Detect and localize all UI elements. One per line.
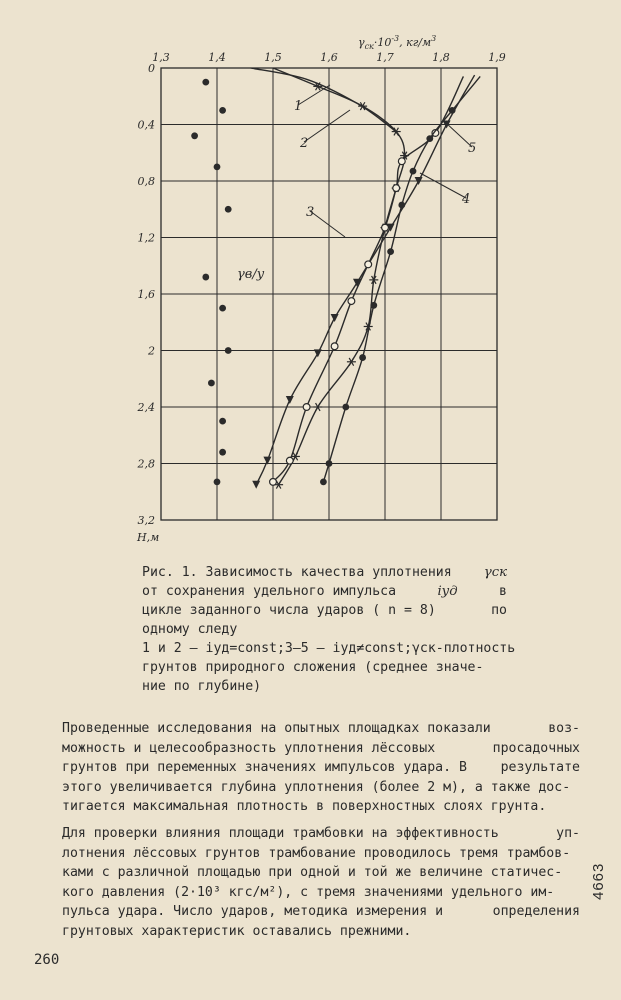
data-point-open-circle [303, 404, 310, 411]
curve-label: 1 [294, 99, 303, 114]
data-point-filled-circle [326, 460, 333, 467]
y-tick-label: 3,2 [137, 514, 155, 527]
text-line [62, 844, 580, 864]
data-point-open-circle [382, 224, 389, 231]
data-point-filled-circle [320, 478, 327, 485]
data-point-triangle [252, 481, 260, 489]
data-point-open-circle [365, 261, 372, 268]
data-point-open-circle [393, 185, 400, 192]
data-point-filled-circle [410, 168, 417, 175]
caption-line-3: цикле заданного числа ударов ( n = 8) [142, 603, 436, 618]
text-segment: Проведенные исследования на опытных площадках показали [62, 721, 491, 736]
data-point-filled-circle [202, 79, 209, 86]
text-segment: лотнения лёссовых грунтов трамбование проводилось тремя трамбов- [62, 845, 571, 861]
text-line [62, 883, 580, 903]
x-tick-label: 1,7 [376, 51, 394, 64]
text-line [62, 739, 580, 759]
text-segment: ками с различной площадью при одной и той же величине статичес- [62, 865, 563, 880]
data-point-filled-circle [398, 202, 405, 209]
text-segment: грунтовых характеристик оставались прежними. [62, 923, 412, 939]
curve-leader-line [304, 110, 350, 142]
data-point-filled-circle [208, 380, 215, 387]
inventory-stamp: 4663 [590, 862, 607, 900]
curve-label: 2 [300, 136, 309, 151]
x-axis-title-part: 3 [431, 34, 437, 43]
data-point-triangle [331, 314, 339, 322]
text-segment: определения [492, 904, 580, 919]
data-point-filled-circle [219, 418, 226, 425]
text-segment: кого давления (2·10³ кгс/м²), с тремя значениями удельного им- [62, 884, 555, 900]
data-point-filled-circle [225, 206, 232, 213]
text-segment: пульса удара. Число ударов, методика измерения и [62, 904, 444, 919]
caption-line-4: одному следу [142, 622, 238, 637]
x-tick-label: 1,9 [488, 51, 506, 64]
page-number: 260 [34, 952, 60, 968]
x-axis-title-part: ·10 [373, 36, 392, 49]
figure-caption [142, 563, 516, 696]
data-point-filled-circle [191, 132, 198, 139]
text-line [62, 719, 580, 739]
data-point-open-circle [331, 343, 338, 350]
y-tick-label: 0,4 [137, 118, 155, 132]
text-segment: грунтов при переменных значениях импульсов удара. В [62, 760, 467, 775]
text-segment: Для проверки влияния площади трамбовки на эффективность [62, 826, 499, 841]
text-segment: уп- [556, 826, 580, 841]
text-line [62, 797, 580, 817]
data-point-star [313, 403, 322, 411]
y-tick-label: 1,2 [137, 231, 155, 245]
paragraph-1 [62, 719, 580, 817]
curve-label: γв/у [237, 267, 265, 282]
x-axis-title-part: -3 [391, 34, 400, 43]
data-point-filled-circle [219, 305, 226, 312]
data-point-filled-circle [359, 354, 366, 361]
x-axis-title-part: ск [364, 42, 374, 51]
text-line [62, 758, 580, 778]
text-segment: можность и целесообразность уплотнения лёссовых [62, 740, 436, 756]
caption-word-po: по [491, 603, 507, 618]
x-axis-title-part: , кг/м [399, 36, 432, 49]
text-line [62, 824, 580, 844]
x-tick-label: 1,3 [152, 51, 170, 64]
text-segment: этого увеличивается глубина уплотнения (более 2 м), а также дос- [62, 779, 571, 795]
y-tick-label: 2,4 [137, 401, 155, 414]
curve-leader-line [420, 173, 466, 198]
caption-symbol-gamma: γск [483, 565, 507, 580]
caption-line-2: от сохранения удельного импульса [142, 584, 397, 599]
x-axis-title-part: γ [358, 36, 365, 49]
data-point-filled-circle [370, 302, 377, 309]
y-axis-title: H,м [137, 531, 160, 544]
caption-line-5: 1 и 2 – iуд=const;3–5 – iуд≠const;γск-плотность [142, 641, 516, 656]
data-point-filled-circle [219, 449, 226, 456]
data-point-triangle [286, 396, 294, 404]
paragraph-2 [62, 824, 580, 941]
x-tick-label: 1,5 [264, 51, 282, 64]
data-point-open-circle [348, 298, 355, 305]
data-point-open-circle [270, 478, 277, 485]
data-point-filled-circle [214, 478, 221, 485]
data-point-open-circle [286, 457, 293, 464]
data-point-filled-circle [202, 274, 209, 281]
series-3 [270, 76, 464, 485]
data-point-filled-circle [449, 107, 456, 114]
text-line [62, 778, 580, 798]
chart-series [191, 68, 480, 489]
data-point-filled-circle [426, 135, 433, 142]
curve-label: 4 [462, 192, 471, 207]
text-segment: тигается максимальная плотность в поверхностных слоях грунта. [62, 799, 547, 814]
chart-grid [161, 68, 497, 520]
data-point-open-circle [398, 158, 405, 165]
curve-leader-line [298, 85, 330, 105]
curve-label: 5 [468, 141, 477, 156]
series-line [256, 75, 477, 485]
data-point-star [347, 358, 356, 366]
data-point-filled-circle [219, 107, 226, 114]
caption-line-6: грунтов природного сложения (среднее значе- [142, 660, 484, 675]
curve-leader-line [310, 211, 345, 237]
y-tick-label: 2,8 [137, 457, 155, 471]
x-tick-label: 1,8 [432, 51, 450, 64]
caption-line-7: ние по глубине) [142, 679, 262, 694]
caption-symbol-i: iуд [437, 584, 458, 599]
y-tick-label: 1,6 [137, 288, 155, 301]
data-point-triangle [314, 349, 322, 357]
caption-line-1: Рис. 1. Зависимость качества уплотнения [142, 565, 452, 580]
x-tick-label: 1,6 [320, 51, 338, 64]
data-point-filled-circle [342, 404, 349, 411]
y-tick-label: 0 [148, 62, 155, 75]
text-line [62, 922, 580, 942]
y-tick-label: 2 [148, 344, 155, 358]
text-segment: результате [500, 760, 580, 775]
data-point-filled-circle [387, 248, 394, 255]
curve-label: 3 [306, 205, 315, 220]
series-5 [191, 79, 231, 486]
data-point-filled-circle [225, 347, 232, 354]
caption-word-v: в [499, 584, 507, 599]
text-segment: воз- [548, 721, 580, 736]
x-tick-label: 1,4 [208, 51, 226, 64]
data-point-filled-circle [214, 163, 221, 170]
series-1 [273, 68, 409, 489]
text-line [62, 863, 580, 883]
text-line [62, 902, 580, 922]
x-axis-title [358, 34, 436, 51]
text-segment: просадочных [492, 740, 580, 756]
series-line [323, 76, 480, 481]
y-tick-label: 0,8 [137, 175, 155, 188]
